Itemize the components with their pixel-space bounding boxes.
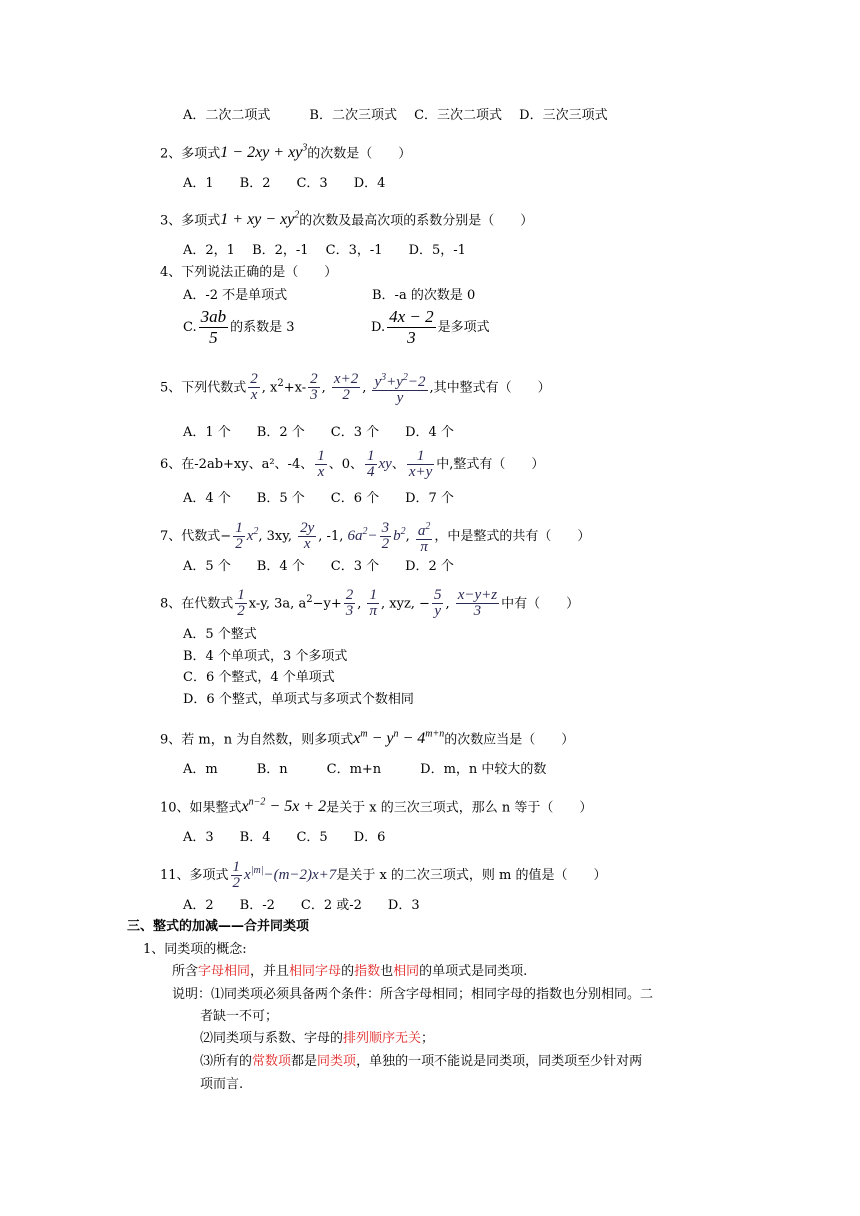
- q8-option-a: A．5 个整式: [183, 627, 257, 642]
- note-1: 说明：⑴同类项必须具备两个条件：所含字母相同；相同字母的指数也分别相同。二: [172, 987, 654, 1002]
- q4-c-fraction: $\frac{3ab}{5}$: [200, 307, 227, 347]
- question-4: 4、下列说法正确的是（ ）: [160, 265, 338, 280]
- q2-prefix: 2、多项式: [160, 146, 221, 162]
- question-7: 7、代数式− $\frac{1}{2}$ $x^2$, 3xy, $\frac{2y}{x}$ , -1, $6a^2-$ $\frac{3}{2}$ $b^2$, $\frac{a^2}{\pi}$ ，中是整式的共有（ ）: [160, 520, 591, 555]
- q11-options: A．2 B．-2 C．2 或-2 D．3: [183, 898, 420, 913]
- q2-expression: $1 - 2xy + xy^3$: [220, 143, 308, 162]
- question-9: 9、若 m，n 为自然数，则多项式$x^m - y^n - 4^{m+n}$的次数应当是（ ）: [160, 729, 575, 748]
- concept-title: 1、同类项的概念:: [143, 942, 247, 957]
- q2-suffix: 的次数是（ ）: [307, 146, 412, 162]
- q4-d-fraction: $\frac{4x - 2}{3}$: [389, 307, 434, 347]
- question-3: [160, 207, 533, 230]
- q1-options: A．二次二项式 B．二次三项式 C．三次二项式 D．三次三项式: [183, 108, 608, 123]
- question-6: 6、在-2ab+xy、a²、-4、 $\frac{1}{x}$ 、0、 $\frac{1}{4}$ xy、 $\frac{1}{x+y}$ 中,整式有（ ）: [160, 448, 545, 480]
- q8-option-c: C．6 个整式，4 个单项式: [183, 670, 335, 685]
- q4-option-b: B．-a 的次数是 0: [372, 288, 476, 303]
- q9-options: A．m B．n C．m+n D．m，n 中较大的数: [183, 762, 547, 777]
- q9-expression: $x^m - y^n - 4^{m+n}$: [353, 729, 445, 748]
- question-2: [160, 140, 411, 163]
- question-10: 10、如果整式$x^{n-2} - 5x + 2$是关于 x 的三次三项式，那么 n 等于（ ）: [160, 797, 593, 816]
- q6-options: A．4 个 B．5 个 C．6 个 D．7 个: [183, 491, 454, 506]
- q2-options: A．1 B．2 C．3 D．4: [183, 176, 386, 191]
- q4-option-c: C. $\frac{3ab}{5}$ 的系数是 3: [183, 307, 295, 347]
- q3-expression: 1 + xy − $xy^2$: [220, 210, 300, 229]
- question-11: 11、多项式 $\frac{1}{2}$ $x^{|m|}-(m-2)x+7$是关于 x 的二次三项式，则 m 的值是（ ）: [160, 859, 607, 891]
- note-2: ⑵同类项与系数、字母的排列顺序无关；: [200, 1031, 435, 1046]
- q4-option-d: D. $\frac{4x - 2}{3}$ 是多项式: [371, 307, 490, 347]
- q3-options: A．2，1 B．2，-1 C．3，-1 D．5，-1: [183, 243, 466, 258]
- q3-suffix: 的次数及最高次项的系数分别是（ ）: [299, 213, 534, 229]
- q8-option-b: B．4 个单项式，3 个多项式: [183, 649, 348, 664]
- concept-definition: 所含字母相同，并且相同字母的指数也相同的单项式是同类项.: [172, 964, 528, 979]
- question-8: 8、在代数式 $\frac{1}{2}$ x-y, 3a, $a^2-y+$ $\frac{2}{3}$ , $\frac{1}{\pi}$ , xyz, − $\frac{5}{y}$ , $\frac{x-y+z}{3}$ 中有（ ）: [160, 587, 580, 620]
- q10-options: A．3 B．4 C．5 D．6: [183, 830, 386, 845]
- section-heading: 三、整式的加减——合并同类项: [127, 919, 310, 934]
- note-3: ⑶所有的常数项都是同类项，单独的一项不能说是同类项，同类项至少针对两: [200, 1054, 643, 1069]
- note-3-cont: 项而言.: [200, 1077, 244, 1092]
- q5-options: A．1 个 B．2 个 C．3 个 D．4 个: [183, 425, 454, 440]
- q8-option-d: D．6 个整式，单项式与多项式个数相同: [183, 692, 414, 707]
- q7-options: A．5 个 B．4 个 C．3 个 D．2 个: [183, 559, 454, 574]
- note-1-cont: 者缺一不可；: [200, 1009, 279, 1024]
- q4-option-a: A．-2 不是单项式: [183, 288, 288, 303]
- q3-prefix: 3、多项式: [160, 213, 221, 229]
- q10-expression: $x^{n-2} - 5x + 2$: [241, 797, 327, 816]
- question-5: 5、下列代数式 $\frac{2}{x}$ , $x^2+x-$ $\frac{2}{3}$ , $\frac{x+2}{2}$ , $\frac{y^3+y^2-2}{y}$ ,其中整式有（ ）: [160, 371, 551, 406]
